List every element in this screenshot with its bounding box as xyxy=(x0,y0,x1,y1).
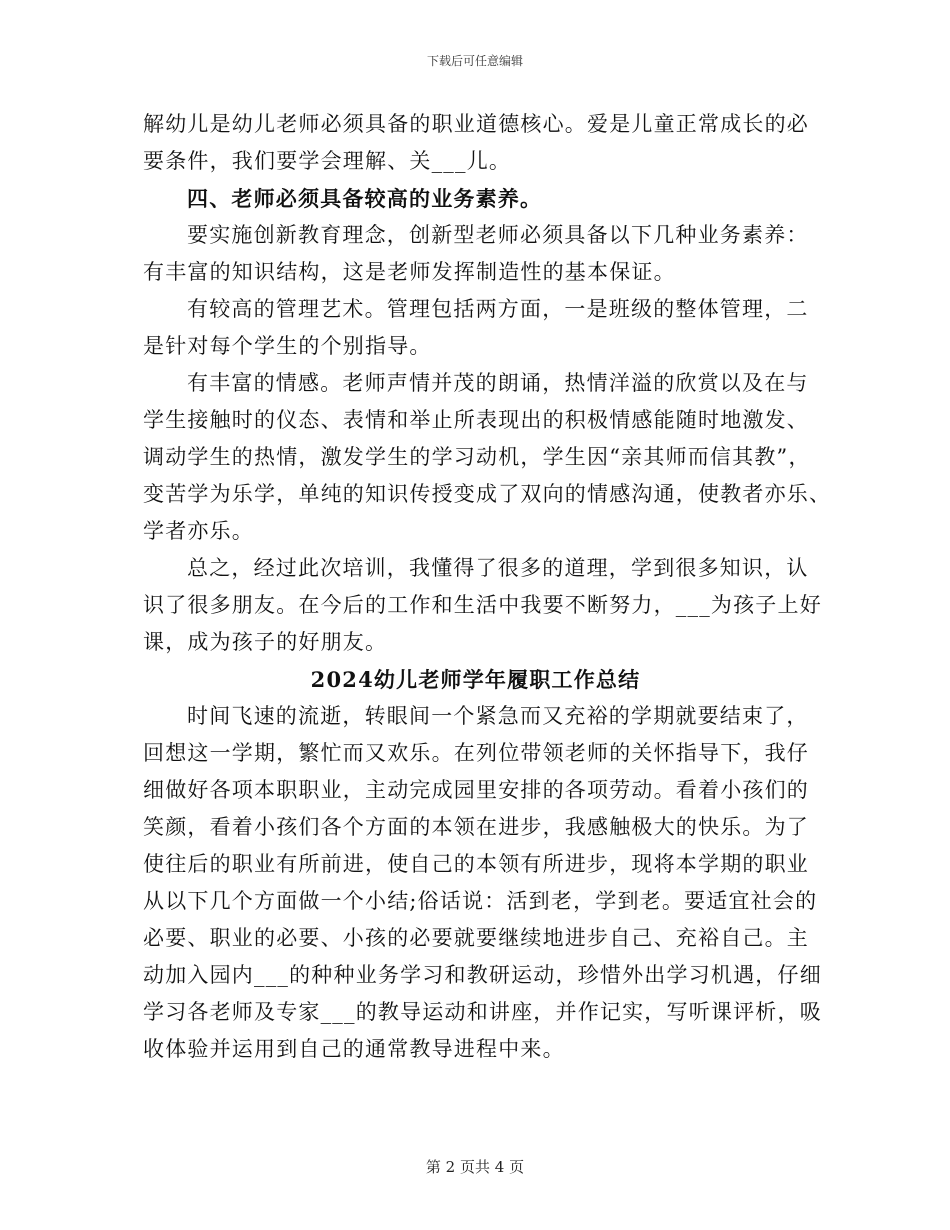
text-line: 学习各老师及专家___的教导运动和讲座，并作记实，写听课评析，吸 xyxy=(143,1000,822,1024)
text-line: 有丰富的知识结构，这是老师发挥制造性的基本保证。 xyxy=(143,260,676,284)
text-line: 使往后的职业有所前进，使自己的本领有所进步，现将本学期的职业 xyxy=(143,852,809,876)
text-line: 是针对每个学生的个别指导。 xyxy=(143,334,432,358)
text-line: 笑颜，看着小孩们各个方面的本领在进步，我感触极大的快乐。为了 xyxy=(143,815,809,839)
page-header: 下载后可任意编辑 xyxy=(426,54,523,68)
paragraph-start: 要实施创新教育理念，创新型老师必须具备以下几种业务素养： xyxy=(187,223,809,247)
section-heading: 四、老师必须具备较高的业务素养。 xyxy=(187,186,543,211)
document-title: 2024幼儿老师学年履职工作总结 xyxy=(310,667,641,692)
text-line: 学生接触时的仪态、表情和举止所表现出的积极情感能随时地激发、 xyxy=(143,408,809,432)
text-line: 变苦学为乐学，单纯的知识传授变成了双向的情感沟通，使教者亦乐、 xyxy=(143,482,832,506)
text-line: 课，成为孩子的好朋友。 xyxy=(143,630,388,654)
paragraph-start: 有丰富的情感。老师声情并茂的朗诵，热情洋溢的欣赏以及在与 xyxy=(187,371,809,395)
text-line: 收体验并运用到自己的通常教导进程中来。 xyxy=(143,1037,565,1061)
paragraph-start: 时间飞速的流逝，转眼间一个紧急而又充裕的学期就要结束了， xyxy=(187,704,809,728)
paragraph-start: 有较高的管理艺术。管理包括两方面，一是班级的整体管理，二 xyxy=(187,297,809,321)
text-line: 动加入园内___的种种业务学习和教研运动，珍惜外出学习机遇，仔细 xyxy=(143,963,822,987)
document-body xyxy=(143,106,832,1068)
paragraph-start: 总之，经过此次培训，我懂得了很多的道理，学到很多知识，认 xyxy=(187,556,809,580)
text-line: 细做好各项本职职业，主动完成园里安排的各项劳动。看着小孩们的 xyxy=(143,778,809,802)
text-line: 学者亦乐。 xyxy=(143,519,254,543)
text-line: 调动学生的热情，激发学生的学习动机，学生因“亲其师而信其教”， xyxy=(143,445,811,469)
text-line: 从以下几个方面做一个小结;俗话说：活到老，学到老。要适宜社会的 xyxy=(143,889,818,913)
text-line: 回想这一学期，繁忙而又欢乐。在列位带领老师的关怀指导下，我仔 xyxy=(143,741,809,765)
text-line: 要条件，我们要学会理解、关___儿。 xyxy=(143,149,512,173)
text-line: 解幼儿是幼儿老师必须具备的职业道德核心。爱是儿童正常成长的必 xyxy=(143,112,809,136)
page-number: 第 2 页共 4 页 xyxy=(425,1158,525,1176)
text-line: 识了很多朋友。在今后的工作和生活中我要不断努力，___为孩子上好 xyxy=(143,593,822,617)
text-line: 必要、职业的必要、小孩的必要就要继续地进步自己、充裕自己。主 xyxy=(143,926,809,950)
